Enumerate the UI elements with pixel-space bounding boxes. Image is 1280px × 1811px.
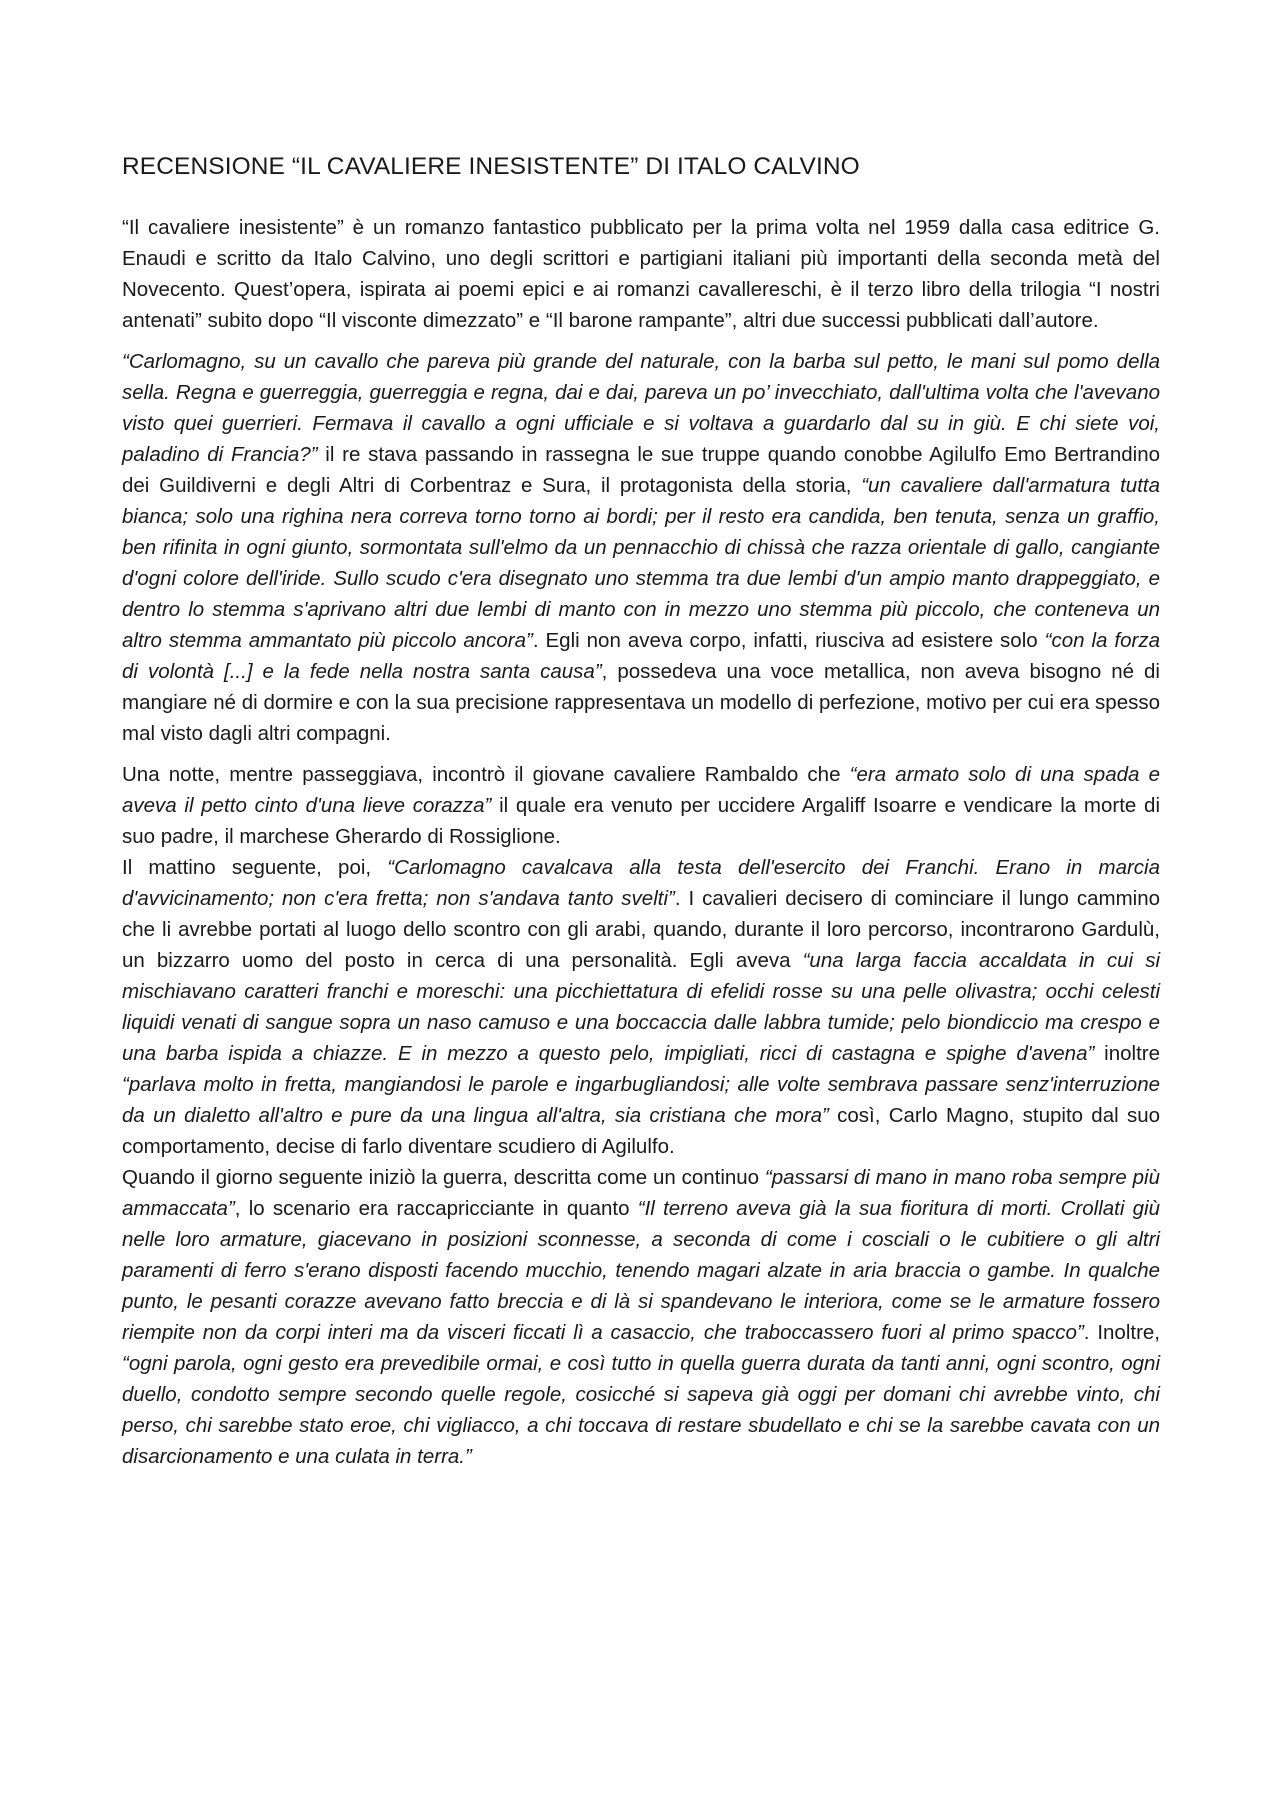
paragraph-intro [122,212,1160,336]
paragraph-rambaldo [122,759,1160,852]
text-segment: inoltre [1094,1042,1161,1065]
quote-segment: “una larga faccia accaldata in cui si mischiavano caratteri franchi e moreschi: una picchiettatura di efelidi rosse su una pelle olivastra; occhi celesti liquidi venati di sangue sopra un naso camuso e una boccaccia dalle labbra tumide; pelo biondiccio ma crespo e una barba ispida a chiazze. E in mezzo a questo pelo, impigliati, ricci di castagna e spighe d'avena” [122,949,1160,1065]
quote-segment: “era armato solo di una spada e aveva il petto cinto d'una lieve corazza” [122,763,1160,817]
paragraph-agilulfo [122,346,1160,749]
quote-segment: “con la forza di volontà [...] e la fede nella nostra santa causa” [122,629,1160,683]
text-segment: , possedeva una voce metallica, non aveva bisogno né di mangiare né di dormire e con la sua precisione rappresentava un modello di perfezione, motivo per cui era spesso mal visto dagli altri compagni. [122,660,1160,745]
quote-segment: “un cavaliere dall'armatura tutta bianca; solo una righina nera correva torno torno ai bordi; per il resto era candida, ben tenuta, senza un graffio, ben rifinita in ogni giunto, sormontata sull'elmo da un pennacchio di chissà che razza orientale di gallo, cangiante d'ogni colore dell'iride. Sullo scudo c'era disegnato uno stemma tra due lembi d'un ampio manto drappeggiato, e dentro lo stemma s'aprivano altri due lembi di manto con in mezzo uno stemma più piccolo, che conteneva un altro stemma ammantato più piccolo ancora” [122,474,1160,652]
quote-segment: “Il terreno aveva già la sua fioritura di morti. Crollati giù nelle loro armature, giacevano in posizioni sconnesse, a seconda di come i cosciali o le cubitiere o gli altri paramenti di ferro s'erano disposti facendo mucchio, tenendo magari alzate in aria braccia o gambe. In qualche punto, le pesanti corazze avevano fatto breccia e di là si spandevano le interiora, come se le armature fossero riempite non da corpi interi ma da visceri ficcati lì a casaccio, che traboccassero fuori al primo spacco” [122,1197,1160,1344]
text-segment: così, Carlo Magno, stupito dal suo comportamento, decise di farlo diventare scudiero di Agilulfo. [122,1104,1160,1158]
text-segment: “Il cavaliere inesistente” è un romanzo fantastico pubblicato per la prima volta nel 1959 dalla casa editrice G. Enaudi e scritto da Italo Calvino, uno degli scrittori e partigiani italiani più importanti della seconda metà del Novecento. Quest’opera, ispirata ai poemi epici e ai romanzi cavallereschi, è il terzo libro della trilogia “I nostri antenati” subito dopo “Il visconte dimezzato” e “Il barone rampante”, altri due successi pubblicati dall’autore. [122,216,1160,332]
text-segment: il quale era venuto per uccidere Argaliff Isoarre e vendicare la morte di suo padre, il marchese Gherardo di Rossiglione. [122,794,1161,848]
paragraph-guerra [122,1162,1160,1472]
document-page [122,150,1160,1472]
quote-segment: “Carlomagno cavalcava alla testa dell'esercito dei Franchi. Erano in marcia d'avvicinamento; non c'era fretta; non s'andava tanto svelti” [122,856,1161,910]
paragraph-gardulu [122,852,1160,1162]
text-segment: . I cavalieri decisero di cominciare il lungo cammino che li avrebbe portati al luogo dello scontro con gli arabi, quando, durante il loro percorso, incontrarono Gardulù, un bizzarro uomo del posto in cerca di una personalità. Egli aveva [122,887,1160,972]
quote-segment: “passarsi di mano in mano roba sempre più ammaccata” [122,1166,1160,1220]
quote-segment: “ogni parola, ogni gesto era prevedibile ormai, e così tutto in quella guerra durata da tanti anni, ogni scontro, ogni duello, condotto sempre secondo quelle regole, cosicché si sapeva già oggi per domani chi avrebbe vinto, chi perso, chi sarebbe stato eroe, chi vigliacco, a chi toccava di restare sbudellato e chi se la sarebbe cavata con un disarcionamento e una culata in terra.” [122,1352,1160,1468]
text-segment: il re stava passando in rassegna le sue truppe quando conobbe Agilulfo Emo Bertrandino dei Guildiverni e degli Altri di Corbentraz e Sura, il protagonista della storia, [122,443,1160,497]
quote-segment: “parlava molto in fretta, mangiandosi le parole e ingarbugliandosi; alle volte sembrava passare senz'interruzione da un dialetto all'altro e pure da una lingua all'altra, sia cristiana che mora” [122,1073,1160,1127]
quote-segment: “Carlomagno, su un cavallo che pareva più grande del naturale, con la barba sul petto, le mani sul pomo della sella. Regna e guerreggia, guerreggia e regna, dai e dai, pareva un po’ invecchiato, dall'ultima volta che l'avevano visto quei guerrieri. Fermava il cavallo a ogni ufficiale e si voltava a guardarlo dal su in giù. E chi siete voi, paladino di Francia?” [122,350,1160,466]
text-segment: Quando il giorno seguente iniziò la guerra, descritta come un continuo [122,1166,765,1189]
text-segment: . Inoltre, [1083,1321,1160,1344]
text-segment: Una notte, mentre passeggiava, incontrò il giovane cavaliere Rambaldo che [122,763,850,786]
text-segment: , lo scenario era raccapricciante in quanto [234,1197,638,1220]
text-segment: . Egli non aveva corpo, infatti, riusciva ad esistere solo [532,629,1045,652]
text-segment: Il mattino seguente, poi, [122,856,388,879]
document-title: RECENSIONE “IL CAVALIERE INESISTENTE” DI ITALO CALVINO [122,153,860,180]
